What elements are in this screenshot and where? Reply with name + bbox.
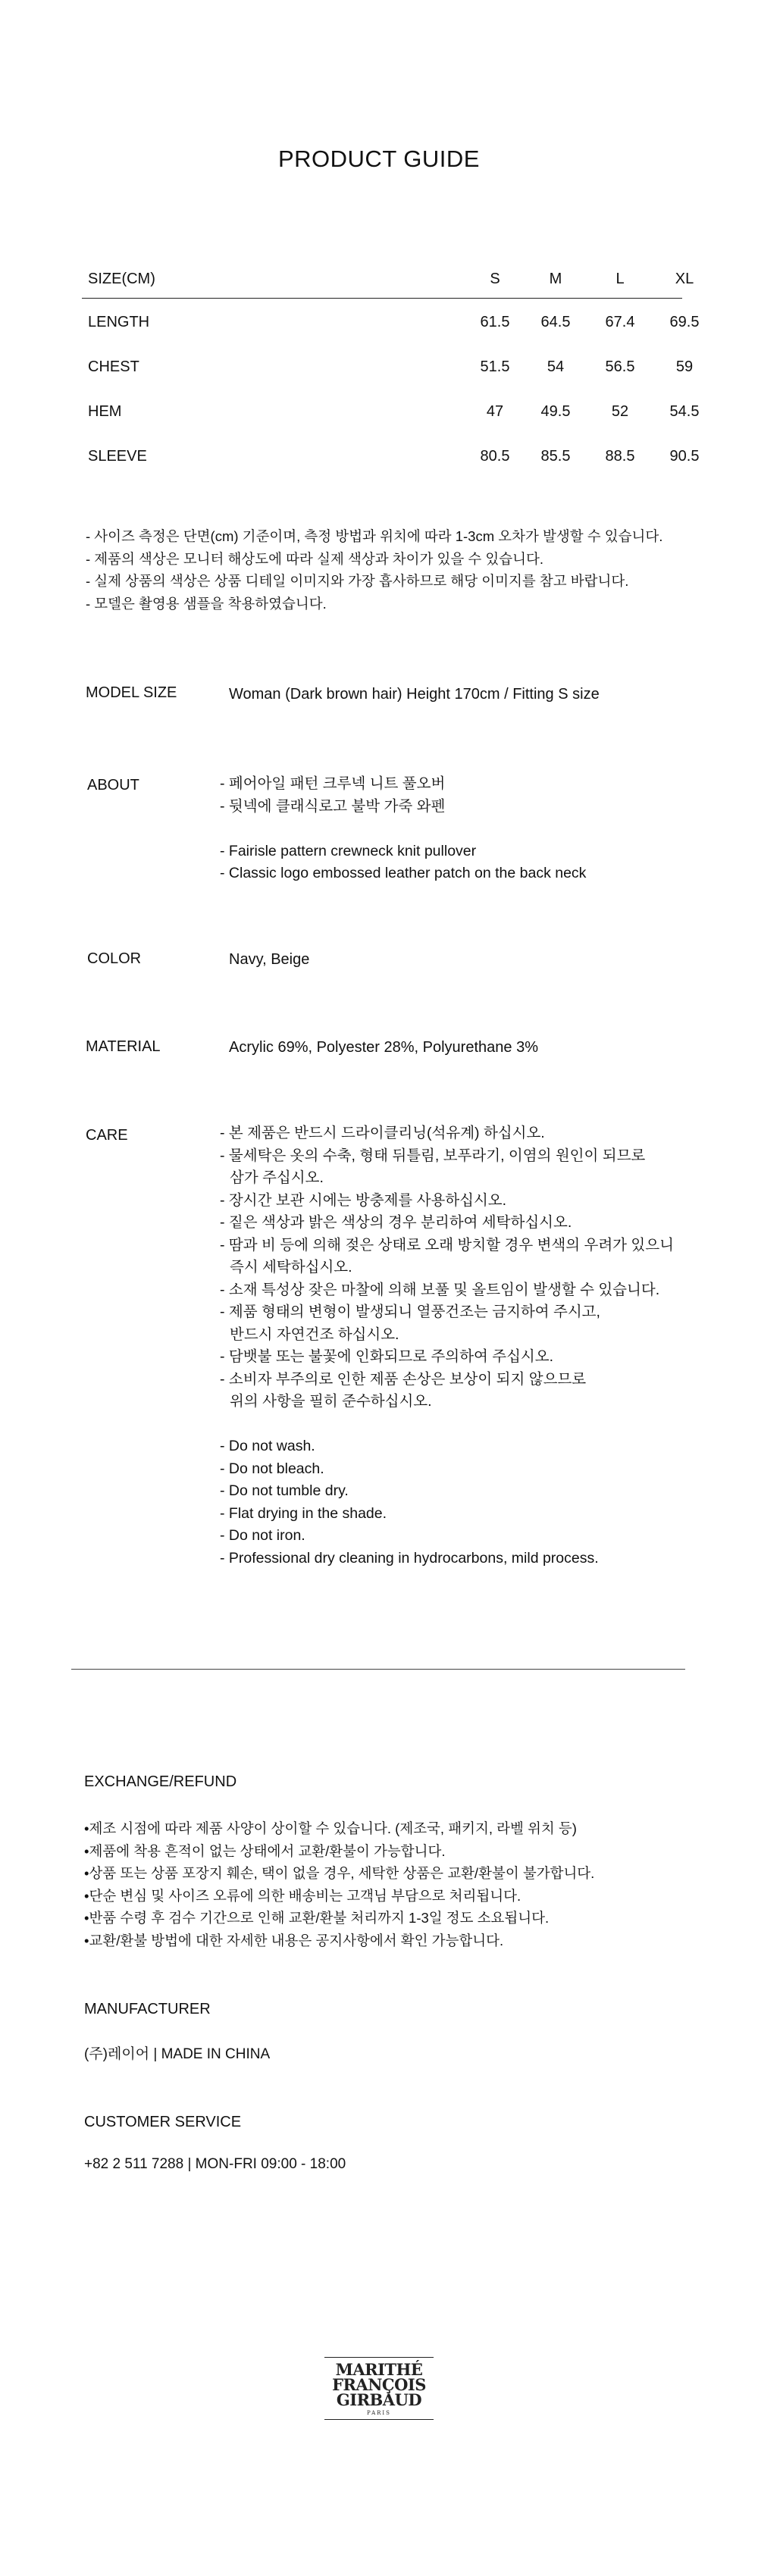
size-table-header bbox=[82, 261, 694, 299]
cell-m: 85.5 bbox=[540, 448, 571, 465]
care-line: - Do not bleach. bbox=[220, 1460, 324, 1477]
care-line: - 제품 형태의 변형이 발생되니 열풍건조는 금지하여 주시고, bbox=[220, 1304, 600, 1320]
table-row bbox=[82, 299, 700, 343]
care-line: - 소비자 부주의로 인한 제품 손상은 보상이 되지 않으므로 bbox=[220, 1370, 587, 1388]
care-line: - Professional dry cleaning in hydrocarbons, mild process. bbox=[220, 1549, 599, 1567]
logo-subtitle: PARIS bbox=[367, 2410, 391, 2416]
exchange-line: •제조 시점에 따라 제품 사양이 상이할 수 있습니다. (제조국, 패키지, 라벨 위치 등) bbox=[84, 1820, 577, 1836]
care-line: 삼가 주십시오. bbox=[230, 1169, 324, 1186]
cell-xl: 59 bbox=[675, 358, 694, 375]
cell-l: 67.4 bbox=[605, 314, 635, 330]
care-line: - 물세탁은 옷의 수축, 형태 뒤틀림, 보푸라기, 이염의 원인이 되므로 bbox=[220, 1147, 646, 1164]
cell-s: 51.5 bbox=[480, 358, 510, 375]
note-line: - 제품의 색상은 모니터 해상도에 따라 실제 색상과 차이가 있을 수 있습니다. bbox=[86, 550, 543, 567]
exchange-label: EXCHANGE/REFUND bbox=[84, 1773, 237, 1790]
about-line: - 뒷넥에 클래식로고 불박 가죽 와펜 bbox=[220, 797, 446, 815]
cell-s: 80.5 bbox=[480, 448, 510, 465]
exchange-line: •제품에 착용 흔적이 없는 상태에서 교환/환불이 가능합니다. bbox=[84, 1842, 446, 1859]
care-line: - Do not tumble dry. bbox=[220, 1482, 349, 1499]
note-line: - 사이즈 측정은 단면(cm) 기준이며, 측정 방법과 위치에 따라 1-3cm 오차가 발생할 수 있습니다. bbox=[86, 528, 663, 544]
care-line: - Do not iron. bbox=[220, 1527, 305, 1544]
cell-xl: 54.5 bbox=[669, 403, 700, 420]
note-line: - 실제 상품의 색상은 상품 디테일 이미지와 가장 흡사하므로 해당 이미지를 참고 바랍니다. bbox=[86, 573, 629, 589]
cell-s: 47 bbox=[486, 403, 504, 420]
care-line: - 짙은 색상과 밝은 색상의 경우 분리하여 세탁하십시오. bbox=[220, 1214, 572, 1231]
about-line: - 페어아일 패턴 크루넥 니트 풀오버 bbox=[220, 775, 446, 792]
exchange-line: •교환/환불 방법에 대한 자세한 내용은 공지사항에서 확인 가능합니다. bbox=[84, 1932, 504, 1948]
table-row bbox=[82, 433, 700, 477]
exchange-line: •반품 수령 후 검수 기간으로 인해 교환/환불 처리까지 1-3일 정도 소요됩니다. bbox=[84, 1910, 550, 1926]
logo-wordmark bbox=[324, 2357, 434, 2420]
about-label: ABOUT bbox=[87, 777, 139, 793]
row-label: LENGTH bbox=[88, 314, 150, 330]
logo-line: GIRBAUD bbox=[336, 2390, 422, 2409]
exchange-block bbox=[84, 1817, 721, 1952]
size-header-label: SIZE(CM) bbox=[88, 271, 155, 287]
size-header-m: M bbox=[549, 271, 562, 287]
cell-m: 64.5 bbox=[540, 314, 571, 330]
cell-m: 49.5 bbox=[540, 403, 571, 420]
page-title: PRODUCT GUIDE bbox=[277, 146, 480, 172]
care-label: CARE bbox=[86, 1127, 128, 1144]
row-label: CHEST bbox=[88, 358, 139, 375]
cell-xl: 90.5 bbox=[669, 448, 700, 465]
row-label: SLEEVE bbox=[88, 448, 147, 465]
exchange-line: •상품 또는 상품 포장지 훼손, 택이 없을 경우, 세탁한 상품은 교환/환불이 불가합니다. bbox=[84, 1865, 595, 1881]
care-line: 위의 사항을 필히 준수하십시오. bbox=[230, 1393, 432, 1410]
about-line: - Fairisle pattern crewneck knit pullover bbox=[220, 842, 477, 859]
material-label: MATERIAL bbox=[86, 1038, 161, 1055]
care-line: - Flat drying in the shade. bbox=[220, 1504, 387, 1522]
table-row bbox=[82, 388, 700, 433]
color-label: COLOR bbox=[87, 950, 142, 967]
material-value: Acrylic 69%, Polyester 28%, Polyurethane 3% bbox=[229, 1039, 538, 1056]
row-label: HEM bbox=[88, 403, 122, 420]
logo-line: MARITHÉ bbox=[335, 2360, 423, 2379]
size-notes bbox=[86, 525, 707, 615]
care-line: - 담뱃불 또는 불꽃에 인화되므로 주의하여 주십시오. bbox=[220, 1348, 553, 1365]
care-line: - Do not wash. bbox=[220, 1438, 315, 1454]
customer-service-value: +82 2 511 7288 | MON-FRI 09:00 - 18:00 bbox=[84, 2156, 346, 2172]
cell-s: 61.5 bbox=[480, 314, 510, 330]
color-value: Navy, Beige bbox=[229, 951, 310, 968]
exchange-line: •단순 변심 및 사이즈 오류에 의한 배송비는 고객님 부담으로 처리됩니다. bbox=[84, 1887, 522, 1904]
section-divider bbox=[71, 1669, 685, 1670]
model-size-label: MODEL SIZE bbox=[86, 684, 177, 701]
cell-xl: 69.5 bbox=[669, 314, 700, 330]
size-header-s: S bbox=[490, 271, 500, 287]
care-line: - 소재 특성상 잦은 마찰에 의해 보풀 및 올트임이 발생할 수 있습니다. bbox=[220, 1281, 660, 1298]
about-line: - Classic logo embossed leather patch on the back neck bbox=[220, 865, 587, 881]
cell-l: 88.5 bbox=[605, 448, 635, 465]
care-line: - 본 제품은 반드시 드라이클리닝(석유계) 하십시오. bbox=[220, 1125, 545, 1141]
size-header-xl: XL bbox=[675, 271, 694, 287]
cell-m: 54 bbox=[547, 358, 565, 375]
size-header-l: L bbox=[615, 271, 625, 287]
table-row bbox=[82, 343, 694, 388]
size-table bbox=[82, 261, 700, 477]
care-line: - 땀과 비 등에 의해 젖은 상태로 오래 방치할 경우 변색의 우려가 있으니 bbox=[220, 1236, 674, 1254]
customer-service-label: CUSTOMER SERVICE bbox=[84, 2114, 242, 2130]
manufacturer-label: MANUFACTURER bbox=[84, 2001, 211, 2017]
brand-logo bbox=[0, 2357, 758, 2420]
model-size-value: Woman (Dark brown hair) Height 170cm / Fitting S size bbox=[229, 686, 600, 703]
about-block bbox=[220, 773, 705, 885]
cell-l: 56.5 bbox=[605, 358, 635, 375]
note-line: - 모델은 촬영용 샘플을 착용하였습니다. bbox=[86, 595, 327, 612]
care-line: 즉시 세탁하십시오. bbox=[230, 1259, 352, 1275]
care-block bbox=[220, 1122, 705, 1570]
logo-line: FRANÇOIS bbox=[332, 2375, 426, 2394]
care-line: - 장시간 보관 시에는 방충제를 사용하십시오. bbox=[220, 1191, 507, 1209]
care-line: 반드시 자연건조 하십시오. bbox=[230, 1326, 399, 1343]
cell-l: 52 bbox=[611, 403, 629, 420]
manufacturer-value: (주)레이어 | MADE IN CHINA bbox=[84, 2046, 271, 2062]
